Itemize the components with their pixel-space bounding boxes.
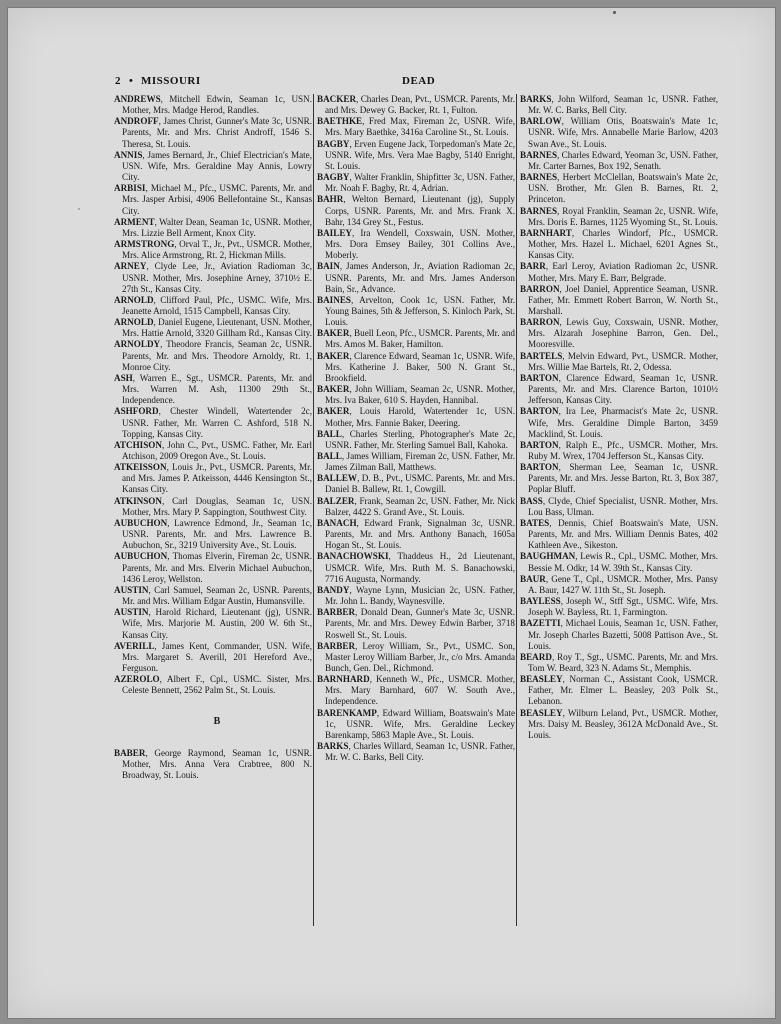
column-3 xyxy=(520,94,718,741)
scan-speck xyxy=(613,11,616,14)
entry: BARLOW, William Otis, Boatswain's Mate 1c, USNR. Wife, Mrs. Annabelle Marie Barlow, 4203 Swan Ave., St. Louis. xyxy=(520,116,718,149)
entry: BARRON, Joel Daniel, Apprentice Seaman, USNR. Father, Mr. Emmett Robert Barron, W. North St., Marshall. xyxy=(520,283,718,316)
page-header xyxy=(115,75,715,89)
entry: ASHFORD, Chester Windell, Watertender 2c, USNR. Father, Mr. Warren C. Ashford, 518 N. Topping, Kansas City. xyxy=(114,406,312,439)
entry: ARNOLDY, Theodore Francis, Seaman 2c, USNR. Parents, Mr. and Mrs. Theodore Arnoldy, Rt. 1, Monroe City. xyxy=(114,339,312,372)
document-page xyxy=(8,8,775,1018)
section-title: DEAD xyxy=(402,75,436,87)
entry: BEASLEY, Wilburn Leland, Pvt., USMCR. Mother, Mrs. Daisy M. Beasley, 3612A McDonald Ave., St. Louis. xyxy=(520,707,718,740)
entry: BALZER, Frank, Seaman 2c, USN. Father, Mr. Nick Balzer, 4422 S. Grand Ave., St. Louis. xyxy=(317,495,515,517)
entry: BARKS, John Wilford, Seaman 1c, USNR. Father, Mr. W. C. Barks, Bell City. xyxy=(520,94,718,116)
entry: BALL, James William, Fireman 2c, USN. Father, Mr. James Zilman Ball, Matthews. xyxy=(317,451,515,473)
entry: BATES, Dennis, Chief Boatswain's Mate, USN. Parents, Mr. and Mrs. William Dennis Bates, 402 Kathleen Ave., Sikeston. xyxy=(520,517,718,551)
entry: BAIN, James Anderson, Jr., Aviation Radioman 2c, USNR. Parents, Mr. and Mrs. James Anderson Bain, Sr., Advance. xyxy=(317,261,515,294)
column-divider xyxy=(313,94,314,926)
page-number: 2 xyxy=(115,75,121,87)
entry: BABER, George Raymond, Seaman 1c, USNR. Mother, Mrs. Anna Vera Crabtree, 800 N. Broadway, St. Louis. xyxy=(114,747,312,780)
entry: ANDREWS, Mitchell Edwin, Seaman 1c, USN. Mother, Mrs. Madge Herod, Randles. xyxy=(114,94,312,116)
entry: BAHR, Welton Bernard, Lieutenant (jg), Supply Corps, USNR. Parents, Mr. and Mrs. Frank X. Bahr, 134 Grey St., Festus. xyxy=(317,194,515,227)
entry: BARNES, Charles Edward, Yeoman 3c, USN. Father, Mr. Carter Barnes, Box 192, Senath. xyxy=(520,149,718,171)
entry: BALL, Charles Sterling, Photographer's Mate 2c, USNR. Father, Mr. Sterling Samuel Ball, Kahoka. xyxy=(317,428,515,450)
entry: BANACH, Edward Frank, Signalman 3c, USNR. Parents, Mr. and Mrs. Anthony Banach, 1605a Hogan St., St. Louis. xyxy=(317,517,515,551)
entry: AUBUCHON, Lawrence Edmond, Jr., Seaman 1c, USNR. Parents, Mr. and Mrs. Lawrence B. Aubuchon, Sr., 3219 University Ave., St. Louis. xyxy=(114,517,312,551)
entry: BARKS, Charles Willard, Seaman 1c, USNR. Father, Mr. W. C. Barks, Bell City. xyxy=(317,741,515,763)
entry: AUBUCHON, Thomas Elverin, Fireman 2c, USNR. Parents, Mr. and Mrs. Elverin Michael Aubuchon, 1436 Leroy, Wellston. xyxy=(114,551,312,584)
column-divider xyxy=(516,94,517,926)
entry: BARTELS, Melvin Edward, Pvt., USMCR. Mother, Mrs. Willie Mae Bartels, Rt. 2, Odessa. xyxy=(520,350,718,372)
entry: BANACHOWSKI, Thaddeus H., 2d Lieutenant, USMCR. Wife, Mrs. Ruth M. S. Banachowski, 7716 Augusta, Normandy. xyxy=(317,551,515,584)
entry: BARBER, Leroy William, Sr., Pvt., USMC. Son, Master Leroy William Barber, Jr., c/o Mrs. Amanda Bunch, Gen. Del., Richmond. xyxy=(317,640,515,673)
entry: BAUR, Gene T., Cpl., USMCR. Mother, Mrs. Pansy A. Baur, 1427 W. 11th St., St. Joseph. xyxy=(520,573,718,595)
entry: AUSTIN, Harold Richard, Lieutenant (jg), USNR. Wife, Mrs. Marjorie M. Austin, 200 W. 6th St., Kansas City. xyxy=(114,607,312,640)
entry: BAGBY, Erven Eugene Jack, Torpedoman's Mate 2c, USNR. Wife, Mrs. Vera Mae Bagby, 5140 Enright, St. Louis. xyxy=(317,138,515,171)
section-letter: B xyxy=(213,716,221,728)
entry: ARBISI, Michael M., Pfc., USMC. Parents, Mr. and Mrs. Jasper Arbisi, 4906 Bellefontaine St., Kansas City. xyxy=(114,183,312,216)
column-1 xyxy=(114,94,312,781)
entry: ANNIS, James Bernard, Jr., Chief Electrician's Mate, USN. Wife, Mrs. Geraldine May Annis, Lowry City. xyxy=(114,149,312,183)
entry: BARTON, Ira Lee, Pharmacist's Mate 2c, USNR. Wife, Mrs. Geraldine Dimple Barton, 3459 Macklind, St. Louis. xyxy=(520,406,718,439)
entry: BARTON, Ralph E., Pfc., USMCR. Mother, Mrs. Ruby M. Wrex, 1704 Jefferson St., Kansas City. xyxy=(520,439,718,461)
entry: BAKER, Buell Leon, Pfc., USMCR. Parents, Mr. and Mrs. Amos M. Baker, Hamilton. xyxy=(317,328,515,350)
entry: BEARD, Roy T., Sgt., USMC. Parents, Mr. and Mrs. Tom W. Beard, 323 N. Adams St., Memphis. xyxy=(520,651,718,673)
entry: BASS, Clyde, Chief Specialist, USNR. Mother, Mrs. Lou Bass, Ulman. xyxy=(520,495,718,517)
entry: ANDROFF, James Christ, Gunner's Mate 3c, USNR. Parents, Mr. and Mrs. Christ Androff, 1546 S. Theresa, St. Louis. xyxy=(114,116,312,149)
entry: BARNHARD, Kenneth W., Pfc., USMCR. Mother, Mrs. Mary Barnhard, 607 W. South Ave., Independence. xyxy=(317,674,515,707)
column-2 xyxy=(317,94,515,763)
entry: BAGBY, Walter Franklin, Shipfitter 3c, USN. Father, Mr. Noah F. Bagby, Rt. 4, Adrian. xyxy=(317,172,515,194)
entry: BARTON, Sherman Lee, Seaman 1c, USNR. Parents, Mr. and Mrs. Jesse Barton, Rt. 3, Box 387, Poplar Bluff. xyxy=(520,462,718,495)
entry: BAKER, Clarence Edward, Seaman 1c, USNR. Wife, Mrs. Katherine J. Baker, 500 N. Grant St., Brookfield. xyxy=(317,350,515,383)
entry: BACKER, Charles Dean, Pvt., USMCR. Parents, Mr. and Mrs. Dewey G. Backer, Rt. 1, Fulton. xyxy=(317,94,515,116)
entry: BAUGHMAN, Lewis R., Cpl., USMC. Mother, Mrs. Bessie M. Odkr, 14 W. 39th St., Kansas City. xyxy=(520,551,718,573)
header-bullet: • xyxy=(129,75,133,87)
entry: BEASLEY, Norman C., Assistant Cook, USMCR. Father, Mr. Elmer L. Beasley, 203 Polk St., Lebanon. xyxy=(520,674,718,707)
entry: ARNOLD, Clifford Paul, Pfc., USMC. Wife, Mrs. Jeanette Arnold, 1515 Campbell, Kansas City. xyxy=(114,294,312,316)
entry: BALLEW, D. B., Pvt., USMC. Parents, Mr. and Mrs. Daniel B. Ballew, Rt. 1, Cowgill. xyxy=(317,473,515,495)
entry: ATCHISON, John C., Pvt., USMC. Father, Mr. Earl Atchison, 2009 Oregon Ave., St. Louis. xyxy=(114,439,312,461)
entry: ASH, Warren E., Sgt., USMCR. Parents, Mr. and Mrs. Warren M. Ash, 11300 29th St., Independence. xyxy=(114,372,312,406)
entry: AVERILL, James Kent, Commander, USN. Wife, Mrs. Margaret S. Averill, 201 Hereford Ave., Ferguson. xyxy=(114,640,312,673)
entry: BAINES, Arvelton, Cook 1c, USN. Father, Mr. Young Baines, 5th & Jefferson, S. Kinloch Park, St. Louis. xyxy=(317,294,515,328)
entry: AUSTIN, Carl Samuel, Seaman 2c, USNR. Parents, Mr. and Mrs. William Edgar Austin, Humansville. xyxy=(114,584,312,607)
entry: BARR, Earl Leroy, Aviation Radioman 2c, USNR. Mother, Mrs. Mary E. Barr, Belgrade. xyxy=(520,261,718,283)
entry: ARNOLD, Daniel Eugene, Lieutenant, USN. Mother, Mrs. Hattie Arnold, 3320 Gillham Rd., Kansas City. xyxy=(114,317,313,339)
state-name: MISSOURI xyxy=(141,75,201,87)
entry: ARNEY, Clyde Lee, Jr., Aviation Radioman 3c, USNR. Mother, Mrs. Josephine Arney, 3710½ E. 27th St., Kansas City. xyxy=(114,261,312,294)
entry: ARMENT, Walter Dean, Seaman 1c, USNR. Mother, Mrs. Lizzie Bell Arment, Knox City. xyxy=(114,216,312,238)
entry: BARTON, Clarence Edward, Seaman 1c, USNR. Parents, Mr. and Mrs. Clarence Barton, 1010½ Jefferson, Kansas City. xyxy=(520,372,718,406)
entry: BAKER, Louis Harold, Watertender 1c, USN. Mother, Mrs. Fannie Baker, Deering. xyxy=(317,406,515,428)
entry: BAYLESS, Joseph W., Stff Sgt., USMC. Wife, Mrs. Joseph W. Bayless, Rt. 1, Farmington. xyxy=(520,596,718,618)
entry: ATKINSON, Carl Douglas, Seaman 1c, USN. Mother, Mrs. Mary P. Sappington, Southwest City. xyxy=(114,495,312,517)
entry: AZEROLO, Albert F., Cpl., USMC. Sister, Mrs. Celeste Bennett, 2562 Palm St., St. Louis. xyxy=(114,674,312,696)
entry: BAETHKE, Fred Max, Fireman 2c, USNR. Wife, Mrs. Mary Baethke, 3416a Caroline St., St. Louis. xyxy=(317,116,515,138)
entry: BANDY, Wayne Lynn, Musician 2c, USN. Father, Mr. John L. Bandy, Waynesville. xyxy=(317,584,515,607)
entry: ARMSTRONG, Orval T., Jr., Pvt., USMCR. Mother, Mrs. Alice Armstrong, Rt. 2, Hickman Mills. xyxy=(114,239,312,261)
entry: BARNES, Herbert McClellan, Boatswain's Mate 2c, USN. Brother, Mr. Glen B. Barnes, Rt. 2, Princeton. xyxy=(520,172,718,205)
scan-speck xyxy=(78,208,80,210)
entry: BAZETTI, Michael Louis, Seaman 1c, USN. Father, Mr. Joseph Charles Bazetti, 5008 Pattison Ave., St. Louis. xyxy=(520,618,718,651)
entry: ATKEISSON, Louis Jr., Pvt., USMCR. Parents, Mr. and Mrs. James P. Atkeisson, 4446 Kensington St., Kansas City. xyxy=(114,462,312,495)
entry: BARBER, Donald Dean, Gunner's Mate 3c, USNR. Parents, Mr. and Mrs. Dewey Edwin Barber, 3718 Roswell St., St. Louis. xyxy=(317,607,515,640)
entry: BARRON, Lewis Guy, Coxswain, USNR. Mother, Mrs. Alzarah Josephine Barron, Gen. Del., Mooresville. xyxy=(520,317,718,350)
entry: BARENKAMP, Edward William, Boatswain's Mate 1c, USNR. Wife, Mrs. Geraldine Leckey Barenkamp, 5863 Maple Ave., St. Louis. xyxy=(317,707,515,740)
entry: BARNES, Royal Franklin, Seaman 2c, USNR. Wife, Mrs. Doris E. Barnes, 1125 Wyoming St., St. Louis. xyxy=(520,205,718,227)
entry: BAILEY, Ira Wendell, Coxswain, USN. Mother, Mrs. Dora Emsey Bailey, 301 Collins Ave., Moberly. xyxy=(317,227,515,261)
entry: BARNHART, Charles Windorf, Pfc., USMCR. Mother, Mrs. Hazel L. Michael, 6201 Agnes St., Kansas City. xyxy=(520,227,718,261)
entry: BAKER, John William, Seaman 2c, USNR. Mother, Mrs. Iva Baker, 610 S. Hayden, Hannibal. xyxy=(317,384,515,406)
